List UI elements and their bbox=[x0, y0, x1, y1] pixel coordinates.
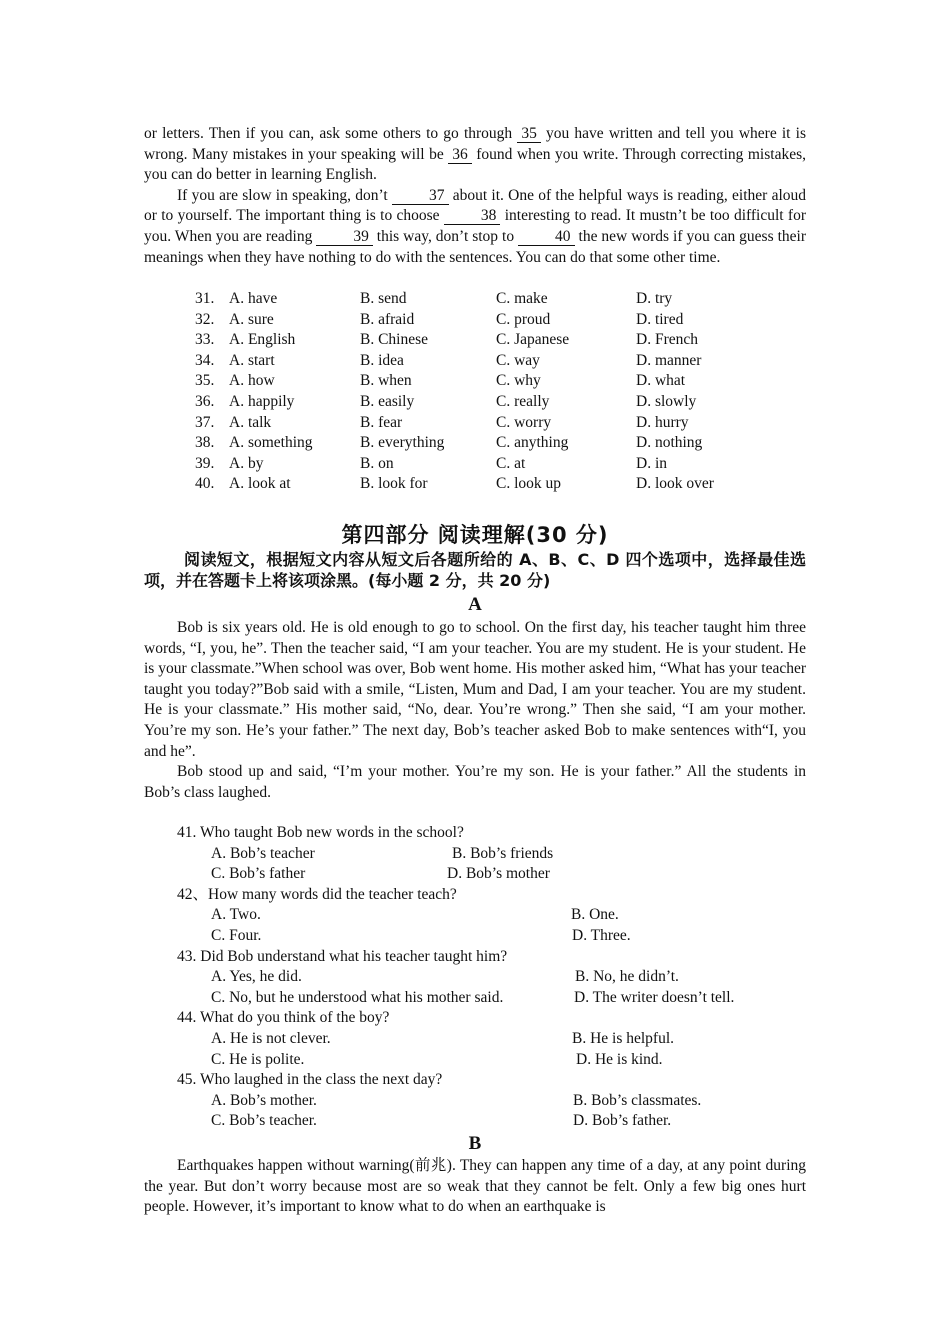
option-text: D. nothing bbox=[636, 434, 703, 452]
option-text: C. anything bbox=[496, 434, 569, 452]
option-text: D. The writer doesn’t tell. bbox=[574, 988, 735, 1006]
option-text: B. fear bbox=[360, 413, 403, 431]
option-text: A. sure bbox=[229, 310, 274, 328]
option-row bbox=[144, 289, 806, 310]
option-text: B. look for bbox=[360, 475, 428, 493]
cloze-paragraph-2: If you are slow in speaking, don’t 37 about it. One of the helpful ways is reading, either aloud or to yourself. The important thing is to choose 38 interesting to read. It mustn’t be too difficult for you. When you are reading 39 this way, don’t stop to 40 the new words if you can guess their meanings when they have nothing to do with the sentences. You can do that some other time. bbox=[144, 186, 807, 266]
option-text: D. He is kind. bbox=[576, 1050, 663, 1068]
option-text: 45. Who laughed in the class the next day? bbox=[177, 1071, 443, 1089]
part4-instruction: 阅读短文，根据短文内容从短文后各题所给的 A、B、C、D 四个选项中，选择最佳选项，并在答题卡上将该项涂黑。(每小题 2 分，共 20 分) bbox=[144, 550, 806, 590]
cloze-passage bbox=[144, 124, 806, 268]
question-options bbox=[144, 1111, 806, 1132]
option-text: B. everything bbox=[360, 434, 445, 452]
option-text: C. at bbox=[496, 454, 526, 472]
question-stem bbox=[144, 1070, 806, 1091]
option-text: C. way bbox=[496, 351, 540, 369]
option-text: 42、How many words did the teacher teach? bbox=[177, 885, 457, 903]
option-row bbox=[144, 371, 806, 392]
option-text: C. Bob’s father bbox=[211, 865, 306, 883]
passage-a bbox=[144, 618, 806, 803]
question-stem bbox=[144, 823, 806, 844]
option-text: B. Bob’s friends bbox=[452, 844, 554, 862]
question-stem bbox=[144, 885, 806, 906]
option-text: A. Two. bbox=[211, 906, 261, 924]
option-text: A. He is not clever. bbox=[211, 1029, 331, 1047]
option-text: D. in bbox=[636, 454, 667, 472]
passage-b bbox=[144, 1156, 806, 1218]
question-options bbox=[144, 1091, 806, 1112]
option-text: C. really bbox=[496, 392, 550, 410]
option-text: A. start bbox=[229, 351, 275, 369]
question-options bbox=[144, 1050, 806, 1071]
part4-title: 第四部分 阅读理解(30 分) bbox=[341, 523, 609, 547]
option-row bbox=[144, 330, 806, 351]
question-options bbox=[144, 844, 806, 865]
option-text: A. by bbox=[229, 454, 264, 472]
option-text: B. send bbox=[360, 290, 407, 307]
option-text: 36. bbox=[195, 392, 215, 410]
option-text: 40. bbox=[195, 475, 215, 493]
option-row bbox=[144, 351, 806, 372]
option-text: 32. bbox=[195, 310, 215, 328]
option-text: 37. bbox=[195, 413, 215, 431]
option-text: 44. What do you think of the boy? bbox=[177, 1009, 390, 1027]
blank-40: 40 bbox=[518, 229, 575, 246]
option-text: A. English bbox=[229, 331, 296, 349]
option-text: D. French bbox=[636, 331, 698, 349]
option-text: D. manner bbox=[636, 351, 702, 369]
option-text: C. He is polite. bbox=[211, 1050, 305, 1068]
question-options bbox=[144, 967, 806, 988]
option-text: B. on bbox=[360, 454, 394, 472]
option-text: B. easily bbox=[360, 392, 415, 410]
option-text: B. He is helpful. bbox=[572, 1029, 675, 1047]
option-text: A. Yes, he did. bbox=[211, 968, 302, 986]
option-text: D. Bob’s mother bbox=[447, 865, 550, 883]
blank-37: 37 bbox=[392, 188, 449, 205]
option-text: A. how bbox=[229, 372, 275, 390]
option-text: 34. bbox=[195, 351, 215, 369]
option-text: B. Chinese bbox=[360, 331, 429, 349]
option-text: D. slowly bbox=[636, 392, 697, 410]
blank-35: 35 bbox=[517, 126, 541, 143]
option-text: A. something bbox=[229, 434, 313, 452]
option-text: D. Three. bbox=[572, 926, 631, 944]
option-text: C. why bbox=[496, 372, 541, 390]
option-text: 43. Did Bob understand what his teacher taught him? bbox=[177, 947, 508, 965]
option-text: A. talk bbox=[229, 413, 272, 431]
option-text: C. worry bbox=[496, 413, 552, 431]
option-text: D. tired bbox=[636, 310, 684, 328]
passage-b-letter: B bbox=[468, 1133, 482, 1154]
option-text: D. hurry bbox=[636, 413, 689, 431]
option-text: C. Japanese bbox=[496, 331, 570, 349]
option-row bbox=[144, 392, 806, 413]
option-text: D. look over bbox=[636, 475, 714, 493]
option-text: A. Bob’s mother. bbox=[211, 1091, 317, 1109]
option-text: 33. bbox=[195, 331, 215, 349]
option-text: D. Bob’s father. bbox=[573, 1112, 672, 1130]
question-options bbox=[144, 988, 806, 1009]
option-text: C. proud bbox=[496, 310, 551, 328]
option-text: 38. bbox=[195, 434, 215, 452]
option-text: B. One. bbox=[571, 906, 619, 924]
option-text: 31. bbox=[195, 290, 215, 307]
passage-a-letter: A bbox=[468, 594, 482, 615]
option-row bbox=[144, 433, 806, 454]
question-options bbox=[144, 926, 806, 947]
cloze-paragraph-1: or letters. Then if you can, ask some others to go through 35 you have written and tell you where it is wrong. Many mistakes in your speaking will be 36 found when you write. Through correcting mistakes, you can do better in learning English. bbox=[144, 125, 806, 184]
passage-a-paragraph-1: Bob is six years old. He is old enough to go to school. On the first day, his teacher taught him three words, “I, you, he”. Then the teacher said, “I am your teacher. You are my student. He is your student. He is your classmate.”When school was over, Bob went home. His mother asked him, “What has your teacher taught you today?”Bob said with a smile, “Listen, Mum and Dad, I am your teacher. You are my student. He is your classmate.” His mother said, “No, dear. You’re wrong.” Then she said, “I am your mother. You’re my son. He’s your father.” The next day, Bob’s teacher asked Bob to make sentences with“I, you and he”. bbox=[144, 619, 806, 760]
question-options bbox=[144, 864, 806, 885]
option-text: A. happily bbox=[229, 392, 295, 410]
option-text: C. Four. bbox=[211, 926, 262, 944]
option-text: B. afraid bbox=[360, 310, 415, 328]
option-row bbox=[144, 310, 806, 331]
cloze-options bbox=[144, 289, 806, 495]
passage-a-paragraph-2: Bob stood up and said, “I’m your mother. You’re my son. He is your father.” All the students in Bob’s class laughed. bbox=[144, 763, 806, 801]
question-options bbox=[144, 1029, 806, 1050]
option-text: 39. bbox=[195, 454, 215, 472]
option-text: B. No, he didn’t. bbox=[575, 968, 679, 986]
blank-36: 36 bbox=[448, 147, 472, 164]
option-text: D. try bbox=[636, 290, 673, 307]
option-text: D. what bbox=[636, 372, 686, 390]
option-row bbox=[144, 413, 806, 434]
option-text: 41. Who taught Bob new words in the school? bbox=[177, 824, 464, 841]
option-text: 35. bbox=[195, 372, 215, 390]
blank-39: 39 bbox=[316, 229, 373, 246]
option-row bbox=[144, 454, 806, 475]
option-text: A. look at bbox=[229, 475, 291, 493]
option-text: C. No, but he understood what his mother said. bbox=[211, 988, 504, 1006]
option-text: B. Bob’s classmates. bbox=[573, 1091, 702, 1109]
option-row bbox=[144, 474, 806, 495]
option-text: C. look up bbox=[496, 475, 562, 493]
option-text: C. make bbox=[496, 290, 548, 307]
option-text: C. Bob’s teacher. bbox=[211, 1112, 317, 1130]
option-text: A. Bob’s teacher bbox=[211, 844, 315, 862]
question-stem bbox=[144, 1008, 806, 1029]
option-text: B. idea bbox=[360, 351, 404, 369]
blank-38: 38 bbox=[444, 208, 501, 225]
option-text: A. have bbox=[229, 290, 278, 307]
passage-a-questions bbox=[144, 823, 806, 1132]
question-options bbox=[144, 905, 806, 926]
option-text: B. when bbox=[360, 372, 412, 390]
passage-b-paragraph-1: Earthquakes happen without warning(前兆). They can happen any time of a day, at any point during the year. But don’t worry because most are so weak that they cannot be felt. Only a few big ones hurt people. However, it’s important to know what to do when an earthquake is bbox=[144, 1157, 806, 1216]
question-stem bbox=[144, 947, 806, 968]
